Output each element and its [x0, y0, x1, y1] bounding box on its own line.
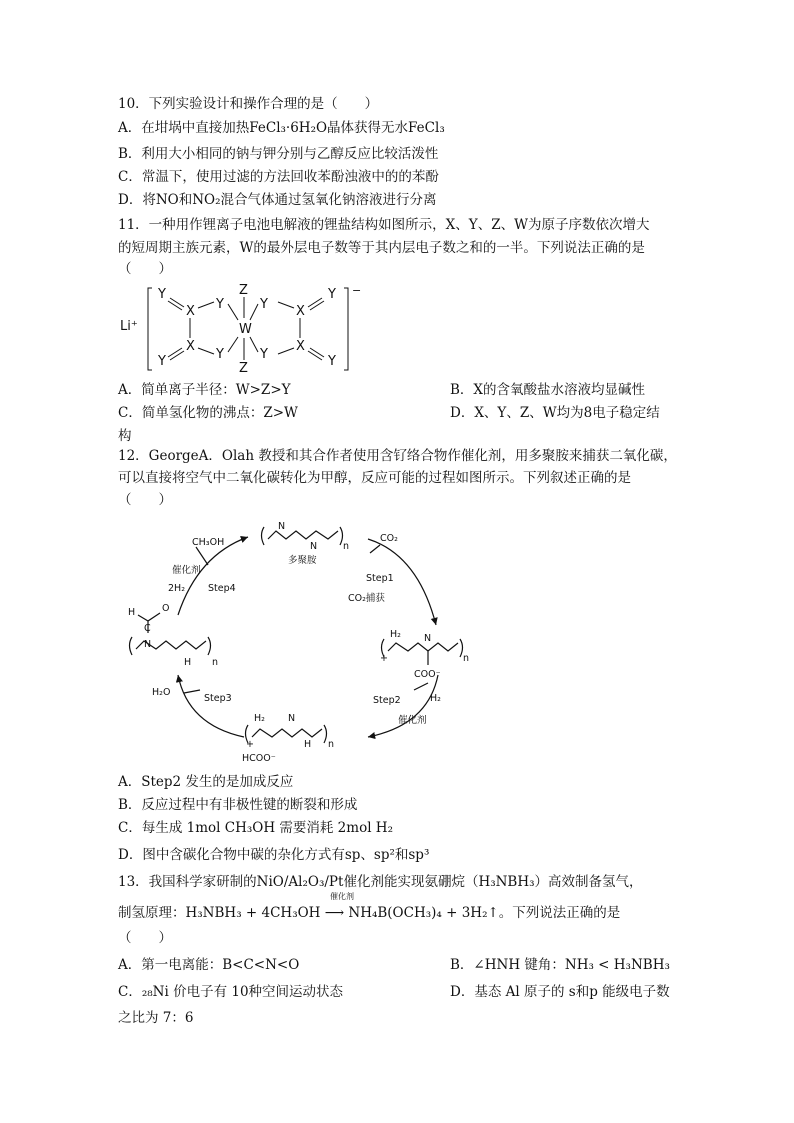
anion-charge: −: [352, 284, 362, 297]
q10-option-a: A．在坩埚中直接加热FeCl₃·6H₂O晶体获得无水FeCl₃: [118, 120, 445, 136]
h2o-branch: [184, 690, 200, 693]
n-sub-3: n: [328, 739, 335, 750]
h-atom-5: H: [184, 657, 192, 668]
h2-ammonium-label-2: H₂: [254, 713, 265, 724]
q11-option-c: C．简单氢化物的沸点：Z>W: [118, 405, 298, 421]
q11-option-d-line2: 构: [118, 428, 132, 444]
coo-label: COO⁻: [414, 669, 441, 680]
co2-capture-label: CO₂捕获: [348, 593, 385, 604]
q12-option-c: C．每生成 1mol CH₃OH 需要消耗 2mol H₂: [118, 820, 393, 836]
q11-stem-line3: （ ）: [118, 261, 172, 277]
atom-y-top-right: Y: [328, 287, 336, 302]
n-sub-4: n: [212, 657, 219, 668]
q11-option-b: B．X的含氧酸盐水溶液均显碱性: [450, 382, 646, 398]
q12-stem-line3: （ ）: [118, 492, 172, 508]
lithium-salt-structure: [118, 280, 368, 375]
step3-arrow: [178, 675, 244, 737]
formate-chain: [252, 729, 322, 737]
q13-option-d-line1: D．基态 Al 原子的 s和p 能级电子数: [450, 984, 670, 1000]
q12-option-b: B．反应过程中有非极性键的断裂和形成: [118, 797, 358, 813]
q11-stem-line1: 11．一种用作锂离子电池电解液的锂盐结构如图所示，X、Y、Z、W为原子序数依次增大: [118, 217, 650, 233]
q10-option-b: B．利用大小相同的钠与钾分别与乙醇反应比较活泼性: [118, 146, 439, 162]
co2-label: CO₂: [380, 533, 398, 544]
atom-x-right-2: X: [296, 339, 305, 354]
atom-y-mid-left-2: Y: [216, 347, 224, 362]
h2-label: H₂: [430, 693, 441, 704]
h2o-label: H₂O: [152, 687, 171, 698]
q12-stem-line2: 可以直接将空气中二氧化碳转化为甲醇，反应可能的过程如图所示。下列叙述正确的是: [118, 470, 631, 486]
n-sub-2: n: [463, 653, 470, 664]
o-atom-formyl: O: [162, 603, 170, 614]
step4-arrow: [178, 537, 248, 615]
q11-option-a: A．简单离子半径：W>Z>Y: [118, 382, 291, 398]
atom-x-left-2: X: [186, 339, 195, 354]
step3-label: Step3: [204, 693, 232, 704]
ch3oh-branch: [196, 547, 208, 565]
two-h2-label: 2H₂: [168, 583, 185, 594]
atom-y-top-left: Y: [158, 287, 166, 302]
q13-option-a: A．第一电离能：B<C<N<O: [118, 957, 300, 973]
n-atom-4: N: [288, 713, 296, 724]
atom-y-bottom-left: Y: [158, 354, 166, 369]
q13-option-d-line2: 之比为 7：6: [118, 1010, 194, 1026]
h-atom-4: H: [304, 739, 312, 750]
q10-option-c: C．常温下，使用过滤的方法回收苯酚浊液中的的苯酚: [118, 169, 439, 185]
atom-z-top: Z: [239, 283, 248, 298]
c-atom-formyl: C: [144, 623, 151, 634]
q13-stem-line2: 制氢原理：H₃NBH₃ + 4CH₃OH ⟶ NH₄B(OCH₃)₄ + 3H₂↑。下列说法正确的是: [118, 905, 621, 921]
plus-1: +: [380, 653, 388, 664]
h-atom-formyl: H: [128, 607, 136, 618]
n-sub-1: n: [343, 541, 350, 552]
ch3oh-label: CH₃OH: [192, 537, 225, 548]
right-bracket: [344, 288, 348, 370]
q12-option-d: D．图中含碳化合物中碳的杂化方式有sp、sp²和sp³: [118, 847, 430, 863]
catalyst-label-b: 催化剂: [172, 565, 201, 576]
left-bracket: [148, 288, 152, 370]
atom-y-mid-right-1: Y: [260, 297, 268, 312]
q13-stem-line1: 13．我国科学家研制的NiO/Al₂O₃/Pt催化剂能实现氨硼烷（H₃NBH₃）高效制备氢气，: [118, 874, 643, 890]
li-ion-label: Li⁺: [120, 319, 138, 334]
plus-2: +: [246, 739, 254, 750]
catalyst-label-a: 催化剂: [398, 715, 427, 726]
polyamine-label: 多聚胺: [288, 555, 317, 566]
h2-branch: [414, 683, 428, 690]
q11-option-d-line1: D．X、Y、Z、W均为8电子稳定结: [450, 405, 660, 421]
step1-label: Step1: [366, 573, 394, 584]
q12-option-a: A．Step2 发生的是加成反应: [118, 774, 294, 790]
atom-y-mid-left-1: Y: [216, 297, 224, 312]
q10-option-d: D．将NO和NO₂混合气体通过氢氧化钠溶液进行分离: [118, 192, 437, 208]
polyamine-chain: [268, 531, 338, 539]
carbamate-chain: [388, 643, 458, 651]
atom-y-mid-right-2: Y: [260, 347, 268, 362]
co2-branch: [370, 545, 380, 553]
h2-ammonium-label: H₂: [390, 629, 401, 640]
hcoo-label: HCOO⁻: [242, 753, 276, 764]
q13-stem-line3: （ ）: [118, 930, 172, 946]
step4-label: Step4: [208, 583, 236, 594]
q13-option-b: B．∠HNH 键角：NH₃ < H₃NBH₃: [450, 957, 670, 973]
n-atom-2: N: [310, 541, 318, 552]
atom-x-right-1: X: [296, 304, 305, 319]
q11-stem-line2: 的短周期主族元素，W的最外层电子数等于其内层电子数之和的一半。下列说法正确的是: [118, 240, 645, 256]
step2-label: Step2: [373, 695, 401, 706]
co2-methanol-cycle-diagram: [118, 515, 478, 765]
n-atom-3: N: [424, 633, 432, 644]
n-atom-5: N: [144, 639, 152, 650]
n-atom-1: N: [278, 521, 286, 532]
q13-arrow-label: 催化剂: [330, 892, 354, 901]
paren-left: [262, 527, 265, 545]
q10-stem: 10．下列实验设计和操作合理的是（ ）: [118, 96, 379, 112]
q13-option-c: C．₂₈Ni 价电子有 10种空间运动状态: [118, 984, 344, 1000]
step2-arrow: [368, 675, 438, 737]
atom-w: W: [239, 322, 252, 337]
atom-z-bottom: Z: [239, 361, 248, 375]
atom-y-bottom-right: Y: [328, 354, 336, 369]
q12-stem-line1: 12．GeorgeA．Olah 教授和其合作者使用含钌络合物作催化剂，用多聚胺来捕获二氧化碳，: [118, 448, 677, 464]
atom-x-left-1: X: [186, 304, 195, 319]
